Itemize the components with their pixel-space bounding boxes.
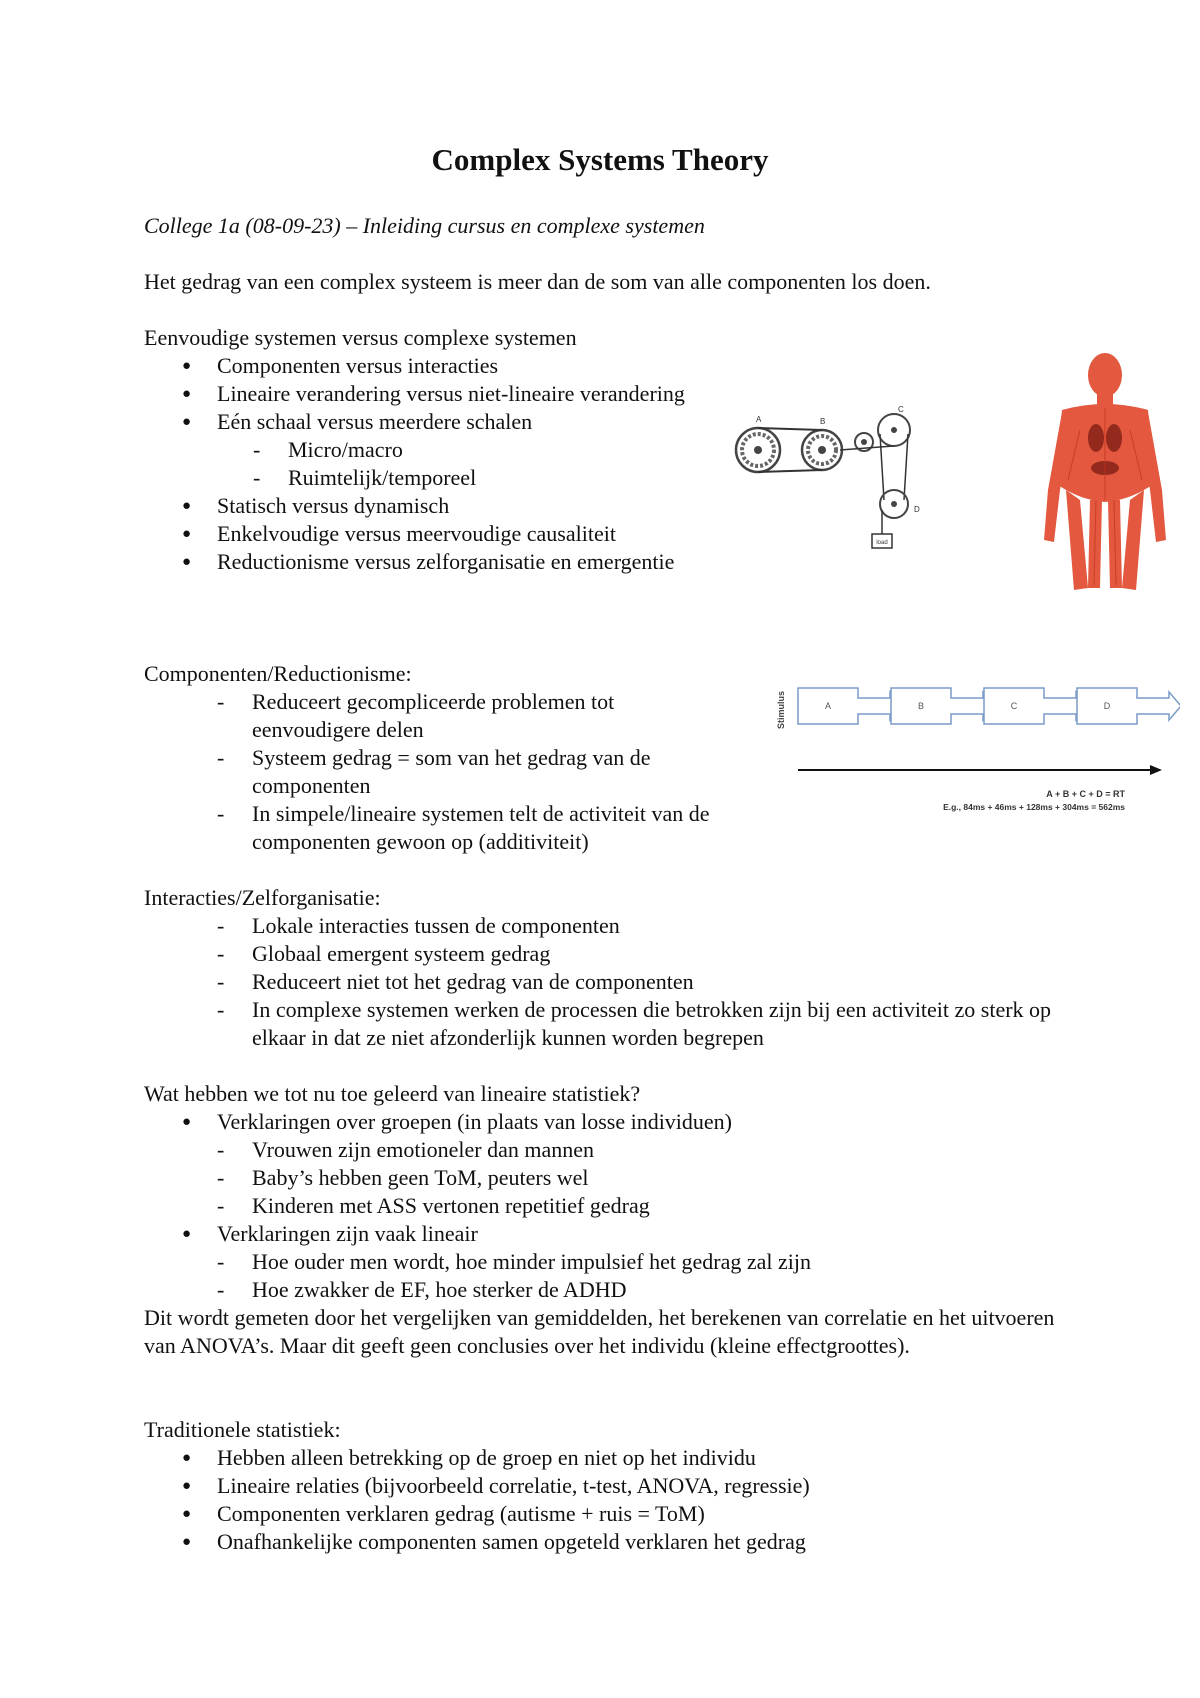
flow-box-label: D <box>1103 701 1111 711</box>
flow-box-label: B <box>917 701 925 711</box>
pulley-diagram <box>728 400 928 560</box>
list-item: ● Componenten versus interacties <box>144 352 704 380</box>
section5-list <box>144 1444 1064 1556</box>
section2-heading: Componenten/Reductionisme: <box>144 661 412 686</box>
linear-examples-sublist <box>217 1248 1064 1304</box>
section2-list <box>217 688 737 856</box>
flow-box-label: A <box>824 701 832 711</box>
pulley-label: C <box>898 405 904 414</box>
list-item: ● Statisch versus dynamisch <box>144 492 704 520</box>
college-heading: College 1a (08-09-23) – Inleiding cursus en complexe systemen <box>144 213 705 238</box>
list-item: - Reduceert niet tot het gedrag van de componenten <box>217 968 1057 996</box>
weight-label: load <box>876 540 888 546</box>
group-examples-sublist <box>217 1136 1064 1220</box>
section4-heading: Wat hebben we tot nu toe geleerd van lineaire statistiek? <box>144 1081 641 1106</box>
list-item: ● Reductionisme versus zelforganisatie en emergentie <box>144 548 704 576</box>
list-item: - Globaal emergent systeem gedrag <box>217 940 1057 968</box>
list-item: - Hoe zwakker de EF, hoe sterker de ADHD <box>217 1276 1064 1304</box>
list-item: ● Lineaire relaties (bijvoorbeeld correlatie, t-test, ANOVA, regressie) <box>144 1472 1064 1500</box>
list-item: - In complexe systemen werken de processen die betrokken zijn bij een activiteit zo sterk op elkaar in dat ze niet afzonderlijk kunnen worden begrepen <box>217 996 1057 1052</box>
list-item: - Ruimtelijk/temporeel <box>253 464 704 492</box>
rt-formula: A + B + C + D = RT <box>1046 789 1125 799</box>
pulley-label: D <box>914 505 920 514</box>
circulatory-system-image <box>1040 350 1170 595</box>
statistics-paragraph: Dit wordt gemeten door het vergelijken van gemiddelden, het berekenen van correlatie en het uitvoeren van ANOVA’s. Maar dit geeft geen conclusies over het individu (kleine effectgroottes). <box>144 1305 1055 1358</box>
section1-list <box>144 352 704 576</box>
scales-sublist <box>253 436 704 492</box>
list-item: - Kinderen met ASS vertonen repetitief gedrag <box>217 1192 1064 1220</box>
list-item: ● Verklaringen over groepen (in plaats van losse individuen) - Vrouwen zijn emotioneler dan mannen - Baby’s hebben geen ToM, peuters wel - Kinderen met ASS vertonen repetitief gedrag <box>144 1108 1064 1220</box>
list-item: - Reduceert gecompliceerde problemen tot eenvoudigere delen <box>217 688 737 744</box>
list-item: - Baby’s hebben geen ToM, peuters wel <box>217 1164 1064 1192</box>
pulley-label: A <box>756 415 762 424</box>
additive-flow-diagram <box>770 676 1180 826</box>
list-item: ● Lineaire verandering versus niet-lineaire verandering <box>144 380 704 408</box>
rt-example: E.g., 84ms + 46ms + 128ms + 304ms = 562ms <box>943 802 1125 812</box>
list-item: ● Componenten verklaren gedrag (autisme + ruis = ToM) <box>144 1500 1064 1528</box>
section3-list <box>217 912 1057 1052</box>
list-item: ● Eén schaal versus meerdere schalen - Micro/macro - Ruimtelijk/temporeel <box>144 408 704 492</box>
list-item: - Systeem gedrag = som van het gedrag van de componenten <box>217 744 737 800</box>
intro-paragraph: Het gedrag van een complex systeem is meer dan de som van alle componenten los doen. <box>144 269 931 294</box>
list-item: - Vrouwen zijn emotioneler dan mannen <box>217 1136 1064 1164</box>
list-item: - Micro/macro <box>253 436 704 464</box>
stimulus-axis-label: Stimulus <box>776 690 786 730</box>
list-item: ● Verklaringen zijn vaak lineair - Hoe ouder men wordt, hoe minder impulsief het gedrag zal zijn - Hoe zwakker de EF, hoe sterker de ADHD <box>144 1220 1064 1304</box>
list-item: - In simpele/lineaire systemen telt de activiteit van de componenten gewoon op (additiviteit) <box>217 800 737 856</box>
section5-heading: Traditionele statistiek: <box>144 1417 341 1442</box>
page-title: Complex Systems Theory <box>431 142 769 177</box>
list-item: ● Onafhankelijke componenten samen opgeteld verklaren het gedrag <box>144 1528 1064 1556</box>
pulley-label: B <box>820 417 826 426</box>
list-item: - Lokale interacties tussen de componenten <box>217 912 1057 940</box>
list-item: - Hoe ouder men wordt, hoe minder impulsief het gedrag zal zijn <box>217 1248 1064 1276</box>
section4-list <box>144 1108 1064 1304</box>
list-item: ● Enkelvoudige versus meervoudige causaliteit <box>144 520 704 548</box>
section1-heading: Eenvoudige systemen versus complexe systemen <box>144 325 577 350</box>
list-item: ● Hebben alleen betrekking op de groep en niet op het individu <box>144 1444 1064 1472</box>
section3-heading: Interacties/Zelforganisatie: <box>144 885 381 910</box>
flow-box-label: C <box>1010 701 1018 711</box>
